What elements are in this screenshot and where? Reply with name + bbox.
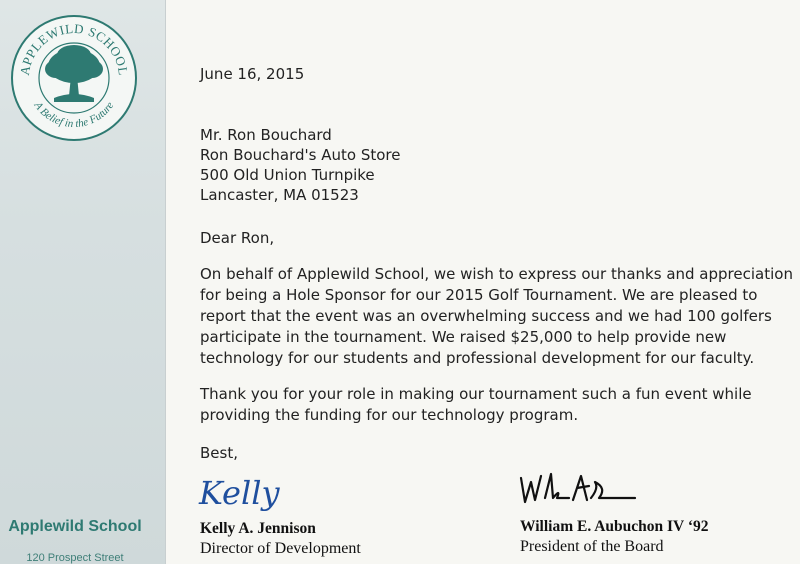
- kelly-signature-text: Kelly: [199, 474, 280, 512]
- kelly-signature: [195, 470, 335, 520]
- body-line: participate in the tournament. We raised $25,000 to help provide new: [200, 328, 727, 346]
- body-line: providing the funding for our technology program.: [200, 406, 579, 424]
- body-line: for being a Hole Sponsor for our 2015 Golf Tournament. We are pleased to: [200, 286, 758, 304]
- recipient-line: Ron Bouchard's Auto Store: [200, 146, 401, 164]
- recipient-line: Lancaster, MA 01523: [200, 186, 359, 204]
- school-seal-logo: [10, 14, 138, 142]
- recipient-line: 500 Old Union Turnpike: [200, 166, 375, 184]
- letter-date: June 16, 2015: [200, 65, 305, 83]
- salutation: Dear Ron,: [200, 229, 275, 247]
- seal-top-text: APPLEWILD SCHOOL: [16, 20, 132, 77]
- body-line: On behalf of Applewild School, we wish to express our thanks and appreciation: [200, 265, 793, 283]
- recipient-line: Mr. Ron Bouchard: [200, 126, 332, 144]
- body-line: Thank you for your role in making our tournament such a fun event while: [200, 385, 752, 403]
- school-street: 120 Prospect Street: [26, 552, 124, 564]
- signer-2-title: President of the Board: [520, 538, 664, 555]
- signer-2-name: William E. Aubuchon IV ‘92: [520, 518, 709, 535]
- closing: Best,: [200, 444, 238, 462]
- signer-1-name: Kelly A. Jennison: [200, 520, 316, 537]
- signer-1-title: Director of Development: [200, 540, 361, 557]
- body-line: technology for our students and professional development for our faculty.: [200, 349, 755, 367]
- body-line: report that the event was an overwhelming success and we had 100 golfers: [200, 307, 772, 325]
- school-name: Applewild School: [8, 518, 142, 535]
- william-signature: [515, 468, 645, 513]
- seal-bottom-text: A Belief in the Future: [31, 99, 117, 131]
